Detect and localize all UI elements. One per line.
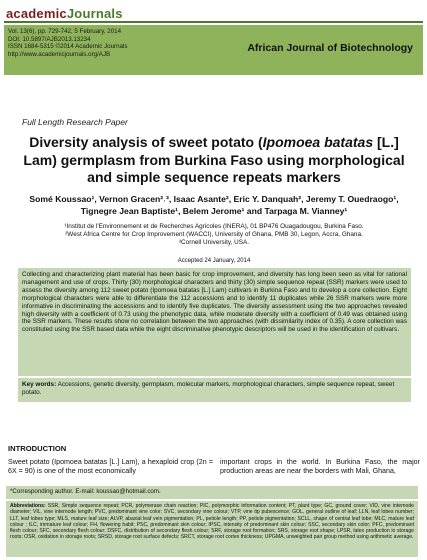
- authors-line1: Somé Koussao¹, Vernon Gracen²˒³, Isaac Asante², Eric Y. Danquah², Jeremy T. Ouedraogo¹,: [29, 194, 399, 204]
- introduction-heading: INTRODUCTION: [8, 444, 67, 453]
- keywords-text: Accessions, genetic diversity, germplasm, molecular markers, morphological characters, simple sequence repeat, sweet potato.: [22, 381, 395, 396]
- article-meta: [8, 28, 127, 58]
- paper-title: [16, 134, 412, 187]
- logo-journals: Journals: [66, 6, 123, 21]
- meta-doi: DOI: 10.5897/AJB2013.13234: [8, 35, 91, 43]
- logo-academic: academic: [6, 6, 67, 21]
- affiliation-1: ¹Institut de l'Environnement et de Recherches Agricoles (INERA), 01 BP476 Ouagadougou, Burkina Faso.: [64, 223, 364, 230]
- affiliation-3: ³Cornell University, USA.: [178, 239, 250, 247]
- paper-category: Full Length Research Paper: [22, 117, 128, 127]
- title-part2: [L.] Lam) germplasm from Burkina Faso using morphological and simple sequence repeats markers: [23, 134, 405, 185]
- affiliation-2: ²West Africa Centre for Crop Improvement (WACCI), University of Ghana, PMB 30, Legon, Accra, Ghana.: [65, 231, 363, 239]
- masthead: [0, 0, 427, 78]
- corresponding-author: *Corresponding author. E-mail: koussao@hotmail.com.: [6, 486, 418, 499]
- affiliations: [14, 223, 414, 248]
- abbreviations-text: SSR, Simple sequence repeat; PCR, polymerase chain reaction; PIC, polymorphic information content; PT, plant type; GC, ground cover; VID, vine internode diameter; VIL, vine internode length; PVC, predominant vine color; SVC, secondary vine colour; VTP, vine tip pubescence; GOL, general outline of leaf; LLN, leaf lobes number; LLT, leaf lobes type; MLS, mature leaf size; ALVP, abaxial leaf vein pigmentation; PL, petiole length; PP, petiole pigmentation; SCLL, shape of central leaf lobe; MLC, mature leaf colour ; ILC, immature leaf colour; FH, flowering habit; PSC, predominant skin colour; IPSC, intensity of predominant skin colour; SSC, secondary skin color; PFC, predominant flesh colour; SFC, secondary flesh colour; DSFC, distribution of secondary flesh colour; SRF, storage root formation; SRS, storage root shape; LPSR, latex production in storage roots; OSR, oxidation in storage roots; SRSD, storage root surface defects; SRCT, storage root cortex thickness; UPGMA, unweighted pair group method using arithmetic average.: [10, 503, 414, 541]
- keywords-box: [18, 378, 411, 402]
- keywords-label: Key words:: [22, 381, 57, 388]
- authors-line2: Tignegre Jean Baptiste¹, Belem Jerome¹ and Tarpaga M. Vianney¹: [80, 206, 348, 216]
- meta-url[interactable]: http://www.academicjournals.org/AJB: [8, 50, 111, 58]
- introduction-left-column: Sweet potato (Ipomoea batatas [L.] Lam), a hexaploid crop (2n = 6X = 90) is one of the most economically: [8, 458, 213, 476]
- logo-bar: [4, 6, 423, 23]
- publisher-logo: [6, 6, 123, 21]
- meta-volume: Vol. 13(6), pp. 729-742, 5 February, 2014: [8, 28, 122, 35]
- title-species: Ipomoea batatas: [262, 134, 374, 150]
- abbreviations-label: Abbreviations:: [10, 503, 46, 509]
- accepted-date: Accepted 24 January, 2014: [177, 258, 251, 264]
- header-band: [4, 25, 423, 75]
- abstract-box: Collecting and characterizing plant material has been basic for crop improvement, and diversity has long been seen as vital for rational management and use of crops. Thirty (30) morphological characters and thirty (30) simple sequence repeat (SSR) markers were used to assess the diversity among 112 sweet potato (Ipomoea batatas [L.] Lam) cultivars in Burkina Faso and to develop a core collection. Eight morphological characters were able to differentiate the 112 accessions and to identify 11 duplicates while 26 SSR markers were more informative in discriminating the accessions and to identify five duplicates. The diversity assessment using the two approaches revealed high diversity with a coefficient of 0.73 using the phenotypic data, while moderate diversity with a coefficient of 0.49 was obtained using the SSR markers. These results show no correlation between the two approaches (with dissimilarity index of 0.35). A core collection was constituted using the SSR based data while the eight discriminative phenotypic descriptors will be used in the identification of cultivars.: [18, 268, 411, 376]
- title-part1: Diversity analysis of sweet potato (: [29, 134, 263, 150]
- journal-name: African Journal of Biotechnology: [247, 42, 413, 54]
- meta-issn: ISSN 1684-5315 ©2014 Academic Journals: [8, 43, 128, 51]
- abbreviations-box: [6, 501, 418, 557]
- introduction-right-column: important crops in the world. In Burkina Faso, the major production areas are near the borders with Mali, Ghana,: [220, 458, 420, 476]
- author-list: [14, 193, 414, 217]
